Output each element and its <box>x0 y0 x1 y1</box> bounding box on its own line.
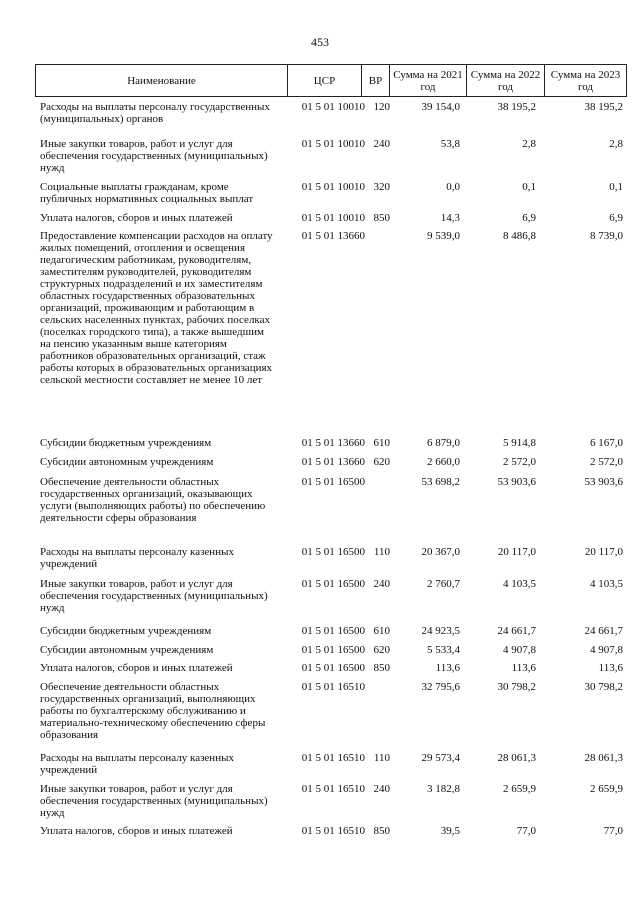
row-name: Расходы на выплаты персоналу казенных учреждений <box>40 752 234 776</box>
row-sum-2023: 2,8 <box>609 138 623 150</box>
column-header-2021: Сумма на 2021 год <box>390 65 467 96</box>
row-sum-2022: 4 907,8 <box>503 644 536 656</box>
row-csr: 01 5 01 10010 <box>301 181 365 193</box>
row-sum-2021: 53,8 <box>440 138 460 150</box>
row-name: Субсидии бюджетным учреждениям <box>40 437 212 449</box>
row-vr: 620 <box>373 644 390 656</box>
page-number: 453 <box>311 35 329 49</box>
row-name: Иные закупки товаров, работ и услуг для обеспечения государственных (муниципальных) нужд <box>40 783 268 819</box>
row-vr: 320 <box>373 181 390 193</box>
row-name: Предоставление компенсации расходов на оплату жилых помещений, отопления и освещения педагогическим работникам, руководителям, заместителям руководителей, руководителям структурных подразделений и их заместителям областных государственных образовательных организаций, проживающим и работающим в сельских населенных пунктах, рабочих поселках (поселках городского типа), а также вышедшим на пенсию указанным выше категориям работников образовательных организаций, стаж работы которых в образовательных организациях сельской местности составляет не менее 10 лет <box>40 230 273 386</box>
row-sum-2022: 0,1 <box>522 181 536 193</box>
row-sum-2022: 20 117,0 <box>497 546 536 558</box>
row-sum-2023: 4 103,5 <box>590 578 623 590</box>
row-name: Обеспечение деятельности областных государственных организаций, оказывающих услуги (выполняющих работы) по обеспечению деятельности сферы образования <box>40 476 266 524</box>
row-sum-2023: 0,1 <box>609 181 623 193</box>
row-sum-2021: 113,6 <box>435 662 460 674</box>
row-csr: 01 5 01 16500 <box>301 644 365 656</box>
row-sum-2022: 2 572,0 <box>503 456 536 468</box>
column-header-name: Наименование <box>36 65 288 96</box>
row-sum-2023: 113,6 <box>598 662 623 674</box>
row-sum-2022: 30 798,2 <box>497 681 536 693</box>
row-csr: 01 5 01 13660 <box>301 456 365 468</box>
row-csr: 01 5 01 16510 <box>301 752 365 764</box>
row-sum-2023: 24 661,7 <box>584 625 623 637</box>
row-sum-2021: 9 539,0 <box>427 230 460 242</box>
row-vr: 850 <box>373 662 390 674</box>
row-sum-2023: 30 798,2 <box>584 681 623 693</box>
row-name: Уплата налогов, сборов и иных платежей <box>40 212 233 224</box>
row-sum-2023: 20 117,0 <box>584 546 623 558</box>
row-csr: 01 5 01 13660 <box>301 437 365 449</box>
row-sum-2021: 53 698,2 <box>421 476 460 488</box>
row-csr: 01 5 01 10010 <box>301 212 365 224</box>
row-vr: 240 <box>373 578 390 590</box>
row-vr: 610 <box>373 625 390 637</box>
row-name: Уплата налогов, сборов и иных платежей <box>40 825 233 837</box>
row-sum-2022: 2 659,9 <box>503 783 536 795</box>
row-sum-2021: 14,3 <box>440 212 460 224</box>
row-sum-2023: 6 167,0 <box>590 437 623 449</box>
row-sum-2021: 6 879,0 <box>427 437 460 449</box>
row-sum-2021: 24 923,5 <box>421 625 460 637</box>
row-sum-2021: 39 154,0 <box>421 101 460 113</box>
row-name: Расходы на выплаты персоналу государственных (муниципальных) органов <box>40 101 270 125</box>
column-header-2023: Сумма на 2023 год <box>550 68 621 93</box>
row-vr: 240 <box>373 783 390 795</box>
row-vr: 610 <box>373 437 390 449</box>
row-csr: 01 5 01 16510 <box>301 681 365 693</box>
row-sum-2022: 6,9 <box>522 212 536 224</box>
row-sum-2021: 2 660,0 <box>427 456 460 468</box>
row-name: Обеспечение деятельности областных государственных организаций, выполняющих работы по бухгалтерскому обслуживанию и материально-техническому обеспечению сферы образования <box>40 681 266 741</box>
row-csr: 01 5 01 16510 <box>301 783 365 795</box>
row-csr: 01 5 01 16500 <box>301 662 365 674</box>
row-sum-2023: 2 572,0 <box>590 456 623 468</box>
row-sum-2023: 28 061,3 <box>584 752 623 764</box>
row-name: Расходы на выплаты персоналу казенных учреждений <box>40 546 234 570</box>
row-csr: 01 5 01 16500 <box>301 578 365 590</box>
row-sum-2021: 20 367,0 <box>421 546 460 558</box>
row-csr: 01 5 01 10010 <box>301 101 365 113</box>
row-sum-2023: 53 903,6 <box>584 476 623 488</box>
table-header <box>35 64 627 97</box>
row-sum-2021: 5 533,4 <box>427 644 460 656</box>
row-name: Социальные выплаты гражданам, кроме публичных нормативных социальных выплат <box>40 181 254 205</box>
row-sum-2022: 4 103,5 <box>503 578 536 590</box>
row-vr: 110 <box>373 546 390 558</box>
row-csr: 01 5 01 16500 <box>301 546 365 558</box>
row-sum-2022: 5 914,8 <box>503 437 536 449</box>
column-header-2022: Сумма на 2022 год <box>467 65 545 96</box>
row-vr: 120 <box>373 101 390 113</box>
row-sum-2021: 2 760,7 <box>427 578 460 590</box>
row-csr: 01 5 01 16500 <box>301 625 365 637</box>
row-csr: 01 5 01 10010 <box>301 138 365 150</box>
row-sum-2022: 28 061,3 <box>497 752 536 764</box>
row-csr: 01 5 01 16510 <box>301 825 365 837</box>
row-sum-2023: 4 907,8 <box>590 644 623 656</box>
row-sum-2021: 0,0 <box>446 181 460 193</box>
row-name: Уплата налогов, сборов и иных платежей <box>40 662 233 674</box>
row-sum-2023: 38 195,2 <box>584 101 623 113</box>
row-sum-2022: 113,6 <box>511 662 536 674</box>
row-sum-2022: 77,0 <box>516 825 536 837</box>
row-vr: 110 <box>373 752 390 764</box>
row-sum-2022: 2,8 <box>522 138 536 150</box>
row-name: Иные закупки товаров, работ и услуг для обеспечения государственных (муниципальных) нужд <box>40 578 268 614</box>
row-vr: 240 <box>373 138 390 150</box>
row-sum-2022: 24 661,7 <box>497 625 536 637</box>
row-name: Субсидии автономным учреждениям <box>40 644 214 656</box>
row-sum-2021: 39,5 <box>440 825 460 837</box>
row-vr: 850 <box>373 212 390 224</box>
row-vr: 620 <box>373 456 390 468</box>
row-sum-2022: 8 486,8 <box>503 230 536 242</box>
row-sum-2023: 2 659,9 <box>590 783 623 795</box>
column-header-csr: ЦСР <box>288 65 362 96</box>
row-csr: 01 5 01 13660 <box>301 230 365 242</box>
row-name: Субсидии бюджетным учреждениям <box>40 625 212 637</box>
row-sum-2021: 29 573,4 <box>421 752 460 764</box>
row-sum-2021: 3 182,8 <box>427 783 460 795</box>
row-sum-2021: 32 795,6 <box>421 681 460 693</box>
row-sum-2023: 77,0 <box>603 825 623 837</box>
row-sum-2022: 38 195,2 <box>497 101 536 113</box>
row-sum-2023: 8 739,0 <box>590 230 623 242</box>
row-name: Субсидии автономным учреждениям <box>40 456 214 468</box>
row-csr: 01 5 01 16500 <box>301 476 365 488</box>
row-vr: 850 <box>373 825 390 837</box>
row-sum-2023: 6,9 <box>609 212 623 224</box>
row-name: Иные закупки товаров, работ и услуг для обеспечения государственных (муниципальных) нужд <box>40 138 268 174</box>
column-header-vr: ВР <box>362 65 390 96</box>
row-sum-2022: 53 903,6 <box>497 476 536 488</box>
